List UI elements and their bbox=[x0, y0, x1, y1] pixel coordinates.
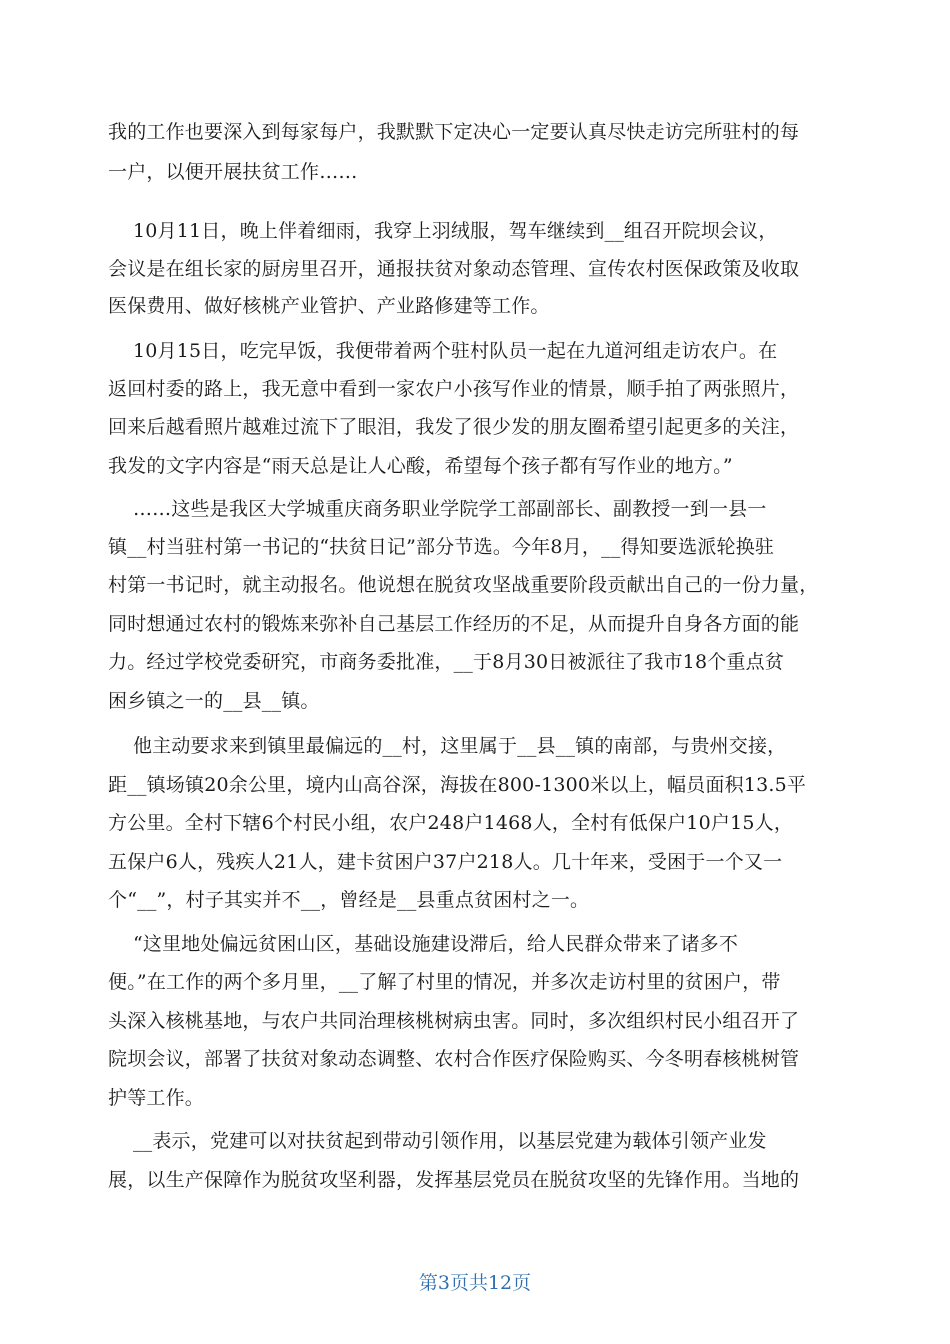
text-line: 他主动要求来到镇里最偏远的__村，这里属于__县__镇的南部，与贵州交接， bbox=[108, 735, 787, 757]
text-line: 我的工作也要深入到每家每户，我默默下定决心一定要认真尽快走访完所驻村的每 bbox=[108, 121, 800, 143]
text-line: 10月11日，晚上伴着细雨，我穿上羽绒服，驾车继续到__组召开院坝会议， bbox=[108, 220, 778, 242]
text-line: 头深入核桃基地，与农户共同治理核桃树病虫害。同时，多次组织村民小组召开了 bbox=[108, 1010, 800, 1032]
text-line: 医保费用、做好核桃产业管护、产业路修建等工作。 bbox=[108, 295, 550, 317]
text-line: 回来后越看照片越难过流下了眼泪，我发了很少发的朋友圈希望引起更多的关注， bbox=[108, 416, 800, 438]
text-line: 村第一书记时，就主动报名。他说想在脱贫攻坚战重要阶段贡献出自己的一份力量， bbox=[108, 574, 819, 596]
text-line: 展，以生产保障作为脱贫攻坚利器，发挥基层党员在脱贫攻坚的先锋作用。当地的 bbox=[108, 1169, 800, 1191]
page-number-footer: 第3页共12页 bbox=[418, 1272, 532, 1294]
text-line: 个“__”，村子其实并不__，曾经是__县重点贫困村之一。 bbox=[108, 889, 590, 911]
text-line: 返回村委的路上，我无意中看到一家农户小孩写作业的情景，顺手拍了两张照片， bbox=[108, 378, 800, 400]
text-line: 便。”在工作的两个多月里，__了解了村里的情况，并多次走访村里的贫困户，带 bbox=[108, 971, 781, 993]
text-line: 距__镇场镇20余公里，境内山高谷深，海拔在800-1300米以上，幅员面积13.5平 bbox=[108, 774, 807, 796]
text-line: 一户，以便开展扶贫工作…… bbox=[108, 161, 358, 183]
text-line: 镇__村当驻村第一书记的“扶贫日记”部分节选。今年8月，__得知要选派轮换驻 bbox=[108, 536, 775, 558]
text-line: 10月15日，吃完早饭，我便带着两个驻村队员一起在九道河组走访农户。在 bbox=[108, 340, 778, 362]
text-line: “这里地处偏远贫困山区，基础设施建设滞后，给人民群众带来了诸多不 bbox=[108, 933, 739, 955]
text-line: 我发的文字内容是“雨天总是让人心酸，希望每个孩子都有写作业的地方。” bbox=[108, 455, 733, 477]
text-line: 方公里。全村下辖6个村民小组，农户248户1468人，全村有低保户10户15人， bbox=[108, 812, 794, 834]
text-line: 力。经过学校党委研究，市商务委批准，__于8月30日被派往了我市18个重点贫 bbox=[108, 651, 785, 673]
text-line: 护等工作。 bbox=[108, 1087, 205, 1109]
text-line: 困乡镇之一的__县__镇。 bbox=[108, 690, 320, 712]
text-line: 院坝会议，部署了扶贫对象动态调整、农村合作医疗保险购买、今冬明春核桃树管 bbox=[108, 1048, 800, 1070]
text-line: 会议是在组长家的厨房里召开，通报扶贫对象动态管理、宣传农村医保政策及收取 bbox=[108, 258, 800, 280]
text-line: __表示，党建可以对扶贫起到带动引领作用，以基层党建为载体引领产业发 bbox=[108, 1130, 767, 1152]
text-line: 同时想通过农村的锻炼来弥补自己基层工作经历的不足，从而提升自身各方面的能 bbox=[108, 613, 800, 635]
text-line: ……这些是我区大学城重庆商务职业学院学工部副部长、副教授一到一县一 bbox=[108, 498, 767, 520]
text-line: 五保户6人，残疾人21人，建卡贫困户37户218人。几十年来，受困于一个又一 bbox=[108, 851, 783, 873]
